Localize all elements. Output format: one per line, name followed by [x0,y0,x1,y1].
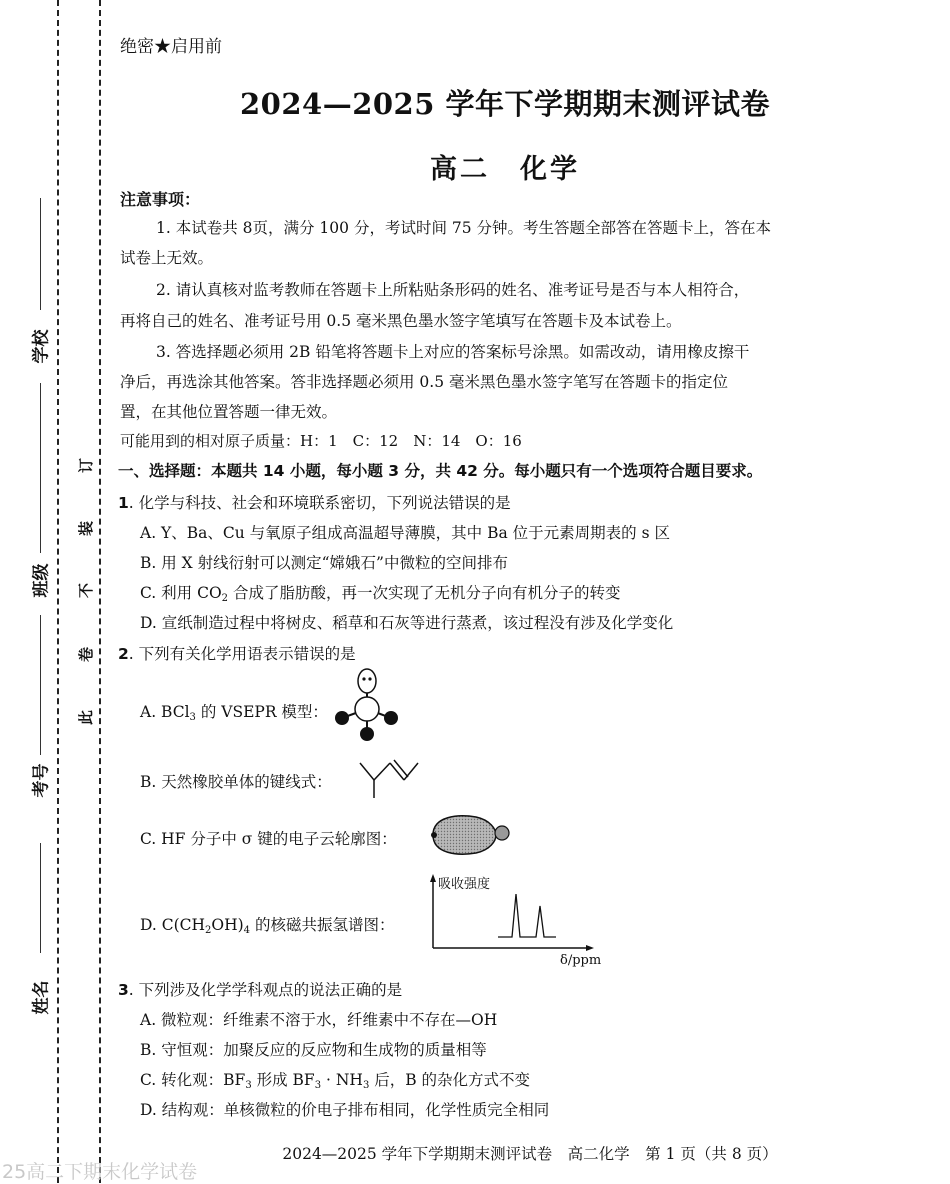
binding-dashed-line-outer [57,0,59,1183]
q1-option-a: A. Y、Ba、Cu 与氧原子组成高温超导薄膜，其中 Ba 位于元素周期表的 s 区 [140,524,670,542]
q1-option-b: B. 用 X 射线衍射可以测定“嫦娥石”中微粒的空间排布 [140,554,508,572]
q2-option-c: C. HF 分子中 σ 键的电子云轮廓图： [140,830,397,848]
class-blank-line [40,383,41,553]
lone-pair-lobe [358,669,376,693]
exam-title: 2024—2025 学年下学期期末测评试卷 [239,87,771,121]
q2-option-a: A. BCl$_3$ 的 VSEPR 模型： [140,703,328,723]
exam-number-blank-line [40,615,41,755]
q1-option-c: C. 利用 $CO_2$ 合成了脂肪酸，再一次实现了无机分子向有机分子的转变 [140,584,621,604]
q2-option-b: B. 天然橡胶单体的键线式： [140,773,332,791]
question-3-stem: 3. 下列涉及化学学科观点的说法正确的是 [118,981,403,999]
nmr-spectrum-chart [430,872,605,967]
name-label: 姓名 [31,980,52,1015]
exam-number-label: 考号 [31,763,52,798]
confidential-mark: 绝密★启用前 [120,37,222,57]
page-footer: 2024—2025 学年下学期期末测评试卷 高二化学 第 1 页（共 8 页） [282,1145,778,1163]
outer-atom [335,711,349,725]
atomic-mass-line: 可能用到的相对原子质量：H：1 C：12 N：14 O：16 [120,432,522,450]
class-label: 班级 [31,563,52,598]
question-2-stem: 2. 下列有关化学用语表示错误的是 [118,645,356,663]
notice-heading: 注意事项： [120,190,201,209]
notice-item-2-cont: 再将自己的姓名、准考证号用 0.5 毫米黑色墨水签字笔填写在答题卡及本试卷上。 [120,312,682,330]
vsepr-model-diagram [330,668,400,744]
question-1-stem: 1. 化学与科技、社会和环境联系密切，下列说法错误的是 [118,494,511,512]
school-blank-line [40,198,41,310]
notice-item-1-cont: 试卷上无效。 [120,249,214,267]
q2-option-d: D. $C(CH_2OH)_4$ 的核磁共振氢谱图： [140,916,395,936]
notice-item-3-cont: 净后，再选涂其他答案。答非选择题必须用 0.5 毫米黑色墨水签字笔写在答题卡的指定位 [120,373,729,391]
exam-subtitle: 高二 化学 [430,154,580,185]
q3-option-b: B. 守恒观：加聚反应的反应物和生成物的质量相等 [140,1041,487,1059]
electron-cloud-diagram [428,812,513,858]
outer-atom [360,727,374,741]
section-heading: 一、选择题：本题共 14 小题，每小题 3 分，共 42 分。每小题只有一个选项符合题目要求。 [118,462,763,480]
binding-char: 不 [77,582,96,599]
name-blank-line [40,843,41,953]
nmr-x-axis-label: δ/ppm [560,953,602,968]
q3-option-a: A. 微粒观：纤维素不溶于水，纤维素中不存在—OH [140,1011,498,1029]
watermark-text: 25高二下期末化学试卷 [2,1161,198,1183]
notice-item-1: 1. 本试卷共 8页，满分 100 分，考试时间 75 分钟。考生答题全部答在答题卡上，答在本 [156,219,772,237]
q3-option-c: C. 转化观：$BF_3$ 形成 $BF_3 \cdot NH_3$ 后，B 的杂化方式不变 [140,1071,531,1091]
binding-char: 订 [77,457,96,474]
nmr-peaks [498,894,556,937]
q1-option-d: D. 宣纸制造过程中将树皮、稻草和石灰等进行蒸煮，该过程没有涉及化学变化 [140,614,674,632]
binding-char: 卷 [77,646,96,663]
binding-char: 此 [77,709,96,726]
notice-item-3: 3. 答选择题必须用 2B 铅笔将答题卡上对应的答案标号涂黑。如需改动，请用橡皮擦干 [156,343,750,361]
binding-char: 装 [77,520,96,537]
notice-item-2: 2. 请认真核对监考教师在答题卡上所粘贴条形码的姓名、准考证号是否与本人相符合， [156,281,750,299]
outer-atom [384,711,398,725]
school-label: 学校 [31,329,52,364]
central-atom [355,697,379,721]
skeletal-formula-diagram [360,758,420,798]
nmr-y-axis-label: 吸收强度 [438,877,491,892]
notice-item-3-cont2: 置，在其他位置答题一律无效。 [120,403,338,421]
q3-option-d: D. 结构观：单核微粒的价电子排布相同，化学性质完全相同 [140,1101,550,1119]
